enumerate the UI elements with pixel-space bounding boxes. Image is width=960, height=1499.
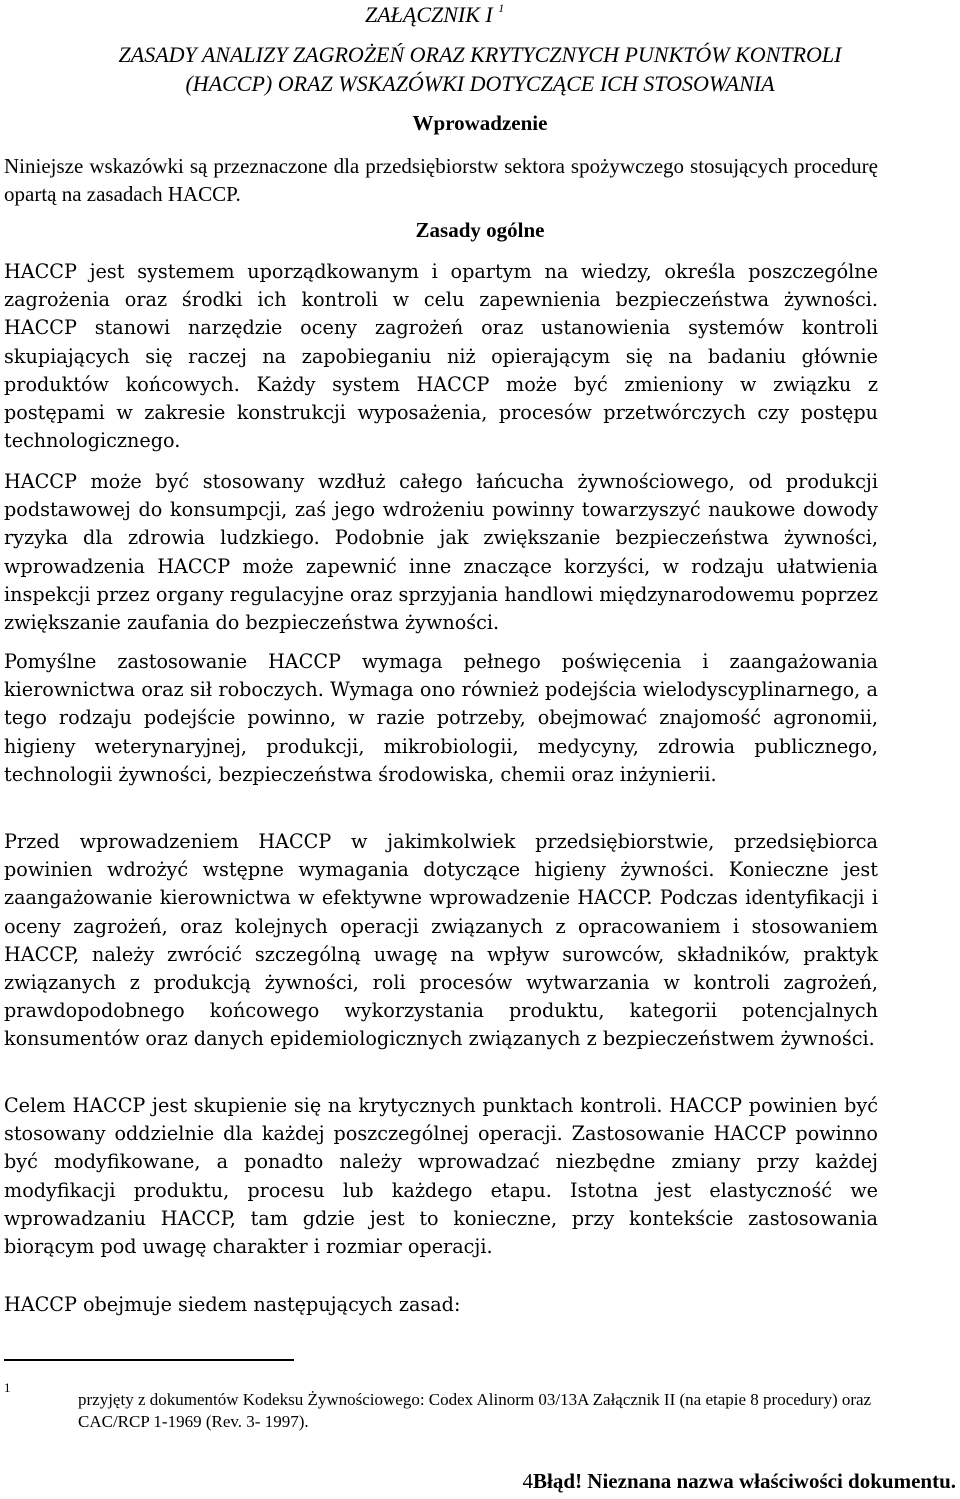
footer-error-text: Błąd! Nieznana nazwa właściwości dokumentu. [533,1469,956,1493]
document-title-line-2: (HACCP) ORAZ WSKAZÓWKI DOTYCZĄCE ICH STOSOWANIA [185,71,775,96]
document-title-line-1: ZASADY ANALIZY ZAGROŻEŃ ORAZ KRYTYCZNYCH PUNKTÓW KONTROLI [118,42,842,67]
page-number: 4 [522,1469,534,1493]
paragraph-3: Pomyślne zastosowanie HACCP wymaga pełnego poświęcenia i zaangażowania kierownictwa oraz sił roboczych. Wymaga ono również podejścia wielodyscyplinarnego, a tego rodzaju podejście powinno, w razie potrzeby, obejmować znajomość agronomii, higieny weterynaryjnej, produkcji, mikrobiologii, medycyny, zdrowia publicznego, technologii żywności, bezpieczeństwa środowiska, chemii oraz inżynierii. [4,650,878,786]
paragraph-1: HACCP jest systemem uporządkowanym i opartym na wiedzy, określa poszczególne zagrożenia oraz środki ich kontroli w celu zapewnienia bezpieczeństwa żywności. HACCP stanowi narzędzie oceny zagrożeń oraz ustanowienia systemów kontroli skupiających się raczej na zapobieganiu niż opierającym się na badaniu głównie produktów końcowych. Każdy system HACCP może być zmieniony w związku z postępami w zakresie konstrukcji wyposażenia, procesów przetwórczych czy postępu technologicznego. [4,260,878,453]
intro-paragraph: Niniejsze wskazówki są przeznaczone dla przedsiębiorstw sektora spożywczego stosujących procedurę opartą na zasadach HACCP. [4,154,878,206]
page-footer [523,1469,956,1494]
paragraph-4: Przed wprowadzeniem HACCP w jakimkolwiek przedsiębiorstwie, przedsiębiorca powinien wdrożyć wstępne wymagania dotyczące higieny żywności. Konieczne jest zaangażowanie kierownictwa w efektywne wprowadzenie HACCP. Podczas identyfikacji i oceny zagrożeń, oraz kolejnych operacji związanych z opracowaniem i stosowaniem HACCP, należy zwrócić szczególną uwagę na wpływ surowców, składników, praktyk związanych z produkcją żywności, roli procesów wytwarzania w kontroli zagrożeń, prawdopodobnego końcowego wykorzystania produktu, kategorii potencjalnych konsumentów oraz danych epidemiologicznych związanych z bezpieczeństwem żywności. [4,830,878,1051]
intro-heading: Wprowadzenie [412,111,548,135]
footnote-text: przyjęty z dokumentów Kodeksu Żywnościowego: Codex Alinorm 03/13A Załącznik II (na etapie 8 procedury) oraz CAC/RCP 1-1969 (Rev. 3- 1997). [78,1390,872,1431]
paragraph-6: HACCP obejmuje siedem następujących zasad: [4,1293,461,1316]
paragraph-2: HACCP może być stosowany wzdłuż całego łańcucha żywnościowego, od produkcji podstawowej do konsumpcji, zaś jego wdrożeniu powinny towarzyszyć naukowe dowody ryzyka dla zdrowia ludzkiego. Podobnie jak zwiększanie bezpieczeństwa żywności, wprowadzenia HACCP może zapewnić inne znaczące korzyści, w rodzaju ułatwienia inspekcji przez organy regulacyjne oraz sprzyjania handlowi międzynarodowemu poprzez zwiększanie zaufania do bezpieczeństwa żywności. [4,470,878,635]
footnote-number: 1 [4,1380,11,1395]
footnote-divider [4,1359,294,1361]
annex-label-text: ZAŁĄCZNIK I [365,2,493,27]
footnote-ref: 1 [498,0,505,15]
general-heading: Zasady ogólne [415,218,545,242]
annex-label [365,2,504,28]
document-title [0,40,960,98]
paragraph-5: Celem HACCP jest skupienie się na krytycznych punktach kontroli. HACCP powinien być stosowany oddzielnie dla każdej poszczególnej operacji. Zastosowanie HACCP powinno być modyfikowane, a ponadto należy wprowadzać niezbędne zmiany przy każdej modyfikacji produktu, procesu lub każdego etapu. Istotna jest elastyczność we wprowadzaniu HACCP, tam gdzie jest to konieczne, przy kontekście zastosowania biorącym pod uwagę charakter i rozmiar operacji. [4,1094,878,1259]
